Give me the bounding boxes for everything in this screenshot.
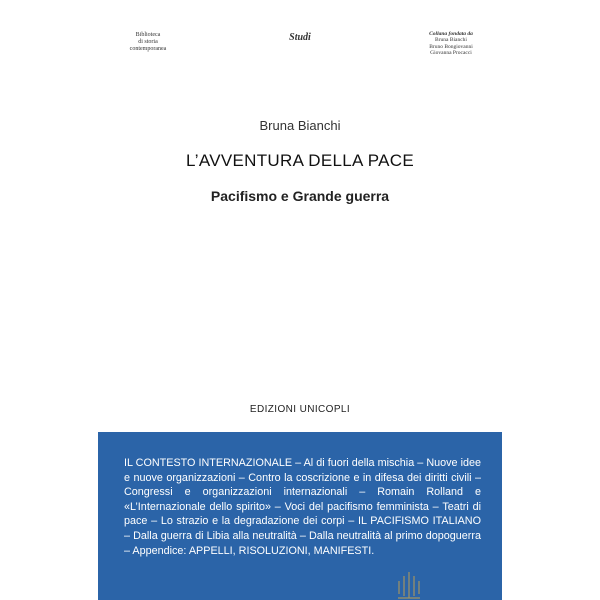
series-left-line: contemporanea <box>129 46 167 52</box>
book-subtitle: Pacifismo e Grande guerra <box>210 188 390 204</box>
series-editor: Giovanna Procacci <box>430 50 472 57</box>
series-editor: Bruno Bongiovanni <box>429 43 473 50</box>
contents-blurb: IL CONTESTO INTERNAZIONALE – Al di fuori della mischia – Nuove idee e nuove organizzazioni – Contro la coscrizione e in difesa dei diritti civili – Congressi e organizzazioni internazionali – Romain Rolland e «L’Internazionale dello spirito» – Voci del pacifismo femminista – Teatri di pace – Lo strazio e la degradazione dei corpi – IL PACIFISMO ITALIANO – Dalla guerra di Libia alla neutralità – Dalla neutralità al primo dopoguerra – Appendice: APPELLI, RISOLUZIONI, MANIFESTI. <box>124 457 481 557</box>
series-founded-label: Collana fondata da <box>429 31 473 37</box>
series-left-line: Biblioteca <box>135 32 161 38</box>
series-left-line: di storia <box>138 39 158 45</box>
series-name: Studi <box>289 32 311 43</box>
book-author: Bruna Bianchi <box>259 118 341 133</box>
publisher-name: EDIZIONI UNICOPLI <box>249 404 351 415</box>
back-blurb-band <box>98 432 502 600</box>
unicopli-logo-icon <box>396 570 422 600</box>
series-editor: Bruna Bianchi <box>435 37 467 44</box>
series-label-left <box>120 32 176 53</box>
book-title: L’AVVENTURA DELLA PACE <box>185 151 414 170</box>
series-editors <box>418 31 484 57</box>
